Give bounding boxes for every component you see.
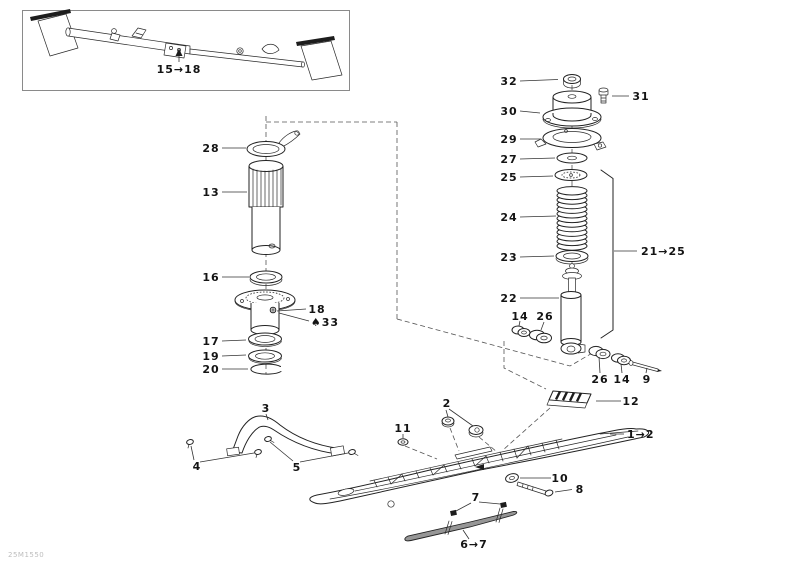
callout-15-18: 15→18 — [156, 63, 202, 76]
part-14-washers-left — [512, 326, 530, 337]
dash-11-to-ski — [405, 446, 437, 459]
bracket-detail — [132, 28, 146, 38]
part-30-upper-mount — [543, 91, 601, 128]
group-bracket-21-25 — [601, 170, 613, 338]
construction-lines — [266, 85, 594, 389]
part-3-handle — [227, 416, 345, 456]
callout-13: 13 — [202, 186, 220, 199]
clip-detail — [112, 29, 117, 34]
part-2-bushings — [442, 417, 483, 437]
callout-26-left: 26 — [536, 310, 554, 323]
callout-1-2: 1→2 — [627, 428, 655, 441]
callout-26-right: 26 — [591, 373, 609, 386]
ref-line-drop — [504, 341, 546, 389]
steering-clamp — [164, 43, 186, 58]
part-10-washer — [505, 472, 520, 483]
shock-assembly-figure — [500, 75, 686, 387]
callout-20: 20 — [202, 363, 220, 376]
callout-29: 29 — [500, 133, 518, 146]
inset-tie-rod-figure — [23, 9, 350, 91]
part-6-runner — [405, 502, 517, 541]
callout-2: 2 — [442, 397, 452, 410]
wing-bracket — [262, 44, 279, 53]
part-12-stopper — [547, 391, 591, 408]
callout-11: 11 — [394, 422, 412, 435]
callout-24: 24 — [500, 211, 518, 224]
part-14-washers-right — [612, 354, 631, 365]
callout-5: 5 — [292, 461, 302, 474]
callout-12: 12 — [622, 395, 640, 408]
part-7-nut-b — [500, 502, 507, 508]
part-19-ring — [249, 350, 282, 363]
dash-2a-to-ski — [450, 428, 459, 451]
callout-28: 28 — [202, 142, 220, 155]
ball-joint — [237, 48, 243, 54]
steering-column-figure — [202, 131, 339, 376]
callout-31: 31 — [632, 90, 650, 103]
tie-rod-thin — [190, 49, 303, 67]
callout-16: 16 — [202, 271, 220, 284]
part-13-bushing — [249, 161, 283, 255]
callout-18: 18 — [308, 303, 326, 316]
callout-22: 22 — [500, 292, 518, 305]
callout-9: 9 — [642, 373, 652, 386]
part-26-spacer-right — [589, 346, 610, 358]
part-29-retainer-ring — [535, 129, 606, 151]
part-28-clamp-ring — [247, 131, 300, 157]
callout-17: 17 — [202, 335, 220, 348]
ski-assembly-figure — [186, 391, 654, 551]
part-25-spring-seat — [555, 170, 587, 181]
callout-7: 7 — [471, 491, 481, 504]
part-spindle-flange — [235, 290, 295, 335]
callout-32: 32 — [500, 75, 518, 88]
part-24-coil-spring — [557, 187, 587, 251]
dash-12-to-ski — [503, 408, 550, 450]
part-11-nut — [398, 439, 408, 445]
part-26-spacer-left — [530, 330, 552, 343]
part-22-shock-absorber — [561, 264, 585, 354]
callout-27: 27 — [500, 153, 518, 166]
callout-23: 23 — [500, 251, 518, 264]
callout-14-left: 14 — [511, 310, 529, 323]
part-27-washer — [557, 153, 587, 163]
part-9-bolt — [629, 361, 662, 372]
callout-19: 19 — [202, 350, 220, 363]
callout-33: ♠33 — [310, 316, 340, 329]
callout-14-right: 14 — [613, 373, 631, 386]
right-plate — [301, 41, 342, 80]
callout-8: 8 — [575, 483, 585, 496]
callout-30: 30 — [500, 105, 518, 118]
watermark: 25M1550 — [8, 551, 45, 559]
callout-3: 3 — [261, 402, 271, 415]
callout-10: 10 — [551, 472, 569, 485]
callout-4: 4 — [192, 460, 202, 473]
part-4-bolts — [186, 439, 262, 458]
callout-25: 25 — [500, 171, 518, 184]
part-31-bolt — [599, 88, 608, 103]
part-23-washer — [556, 251, 588, 265]
callout-6-7: 6→7 — [460, 538, 488, 551]
part-18-bolt — [270, 307, 276, 313]
part-17-ring — [249, 333, 282, 346]
callout-21-25: 21→25 — [641, 245, 686, 258]
part-16-washer — [250, 271, 282, 286]
part-8-bolt — [517, 482, 554, 497]
ski-tail-hole — [388, 501, 394, 507]
